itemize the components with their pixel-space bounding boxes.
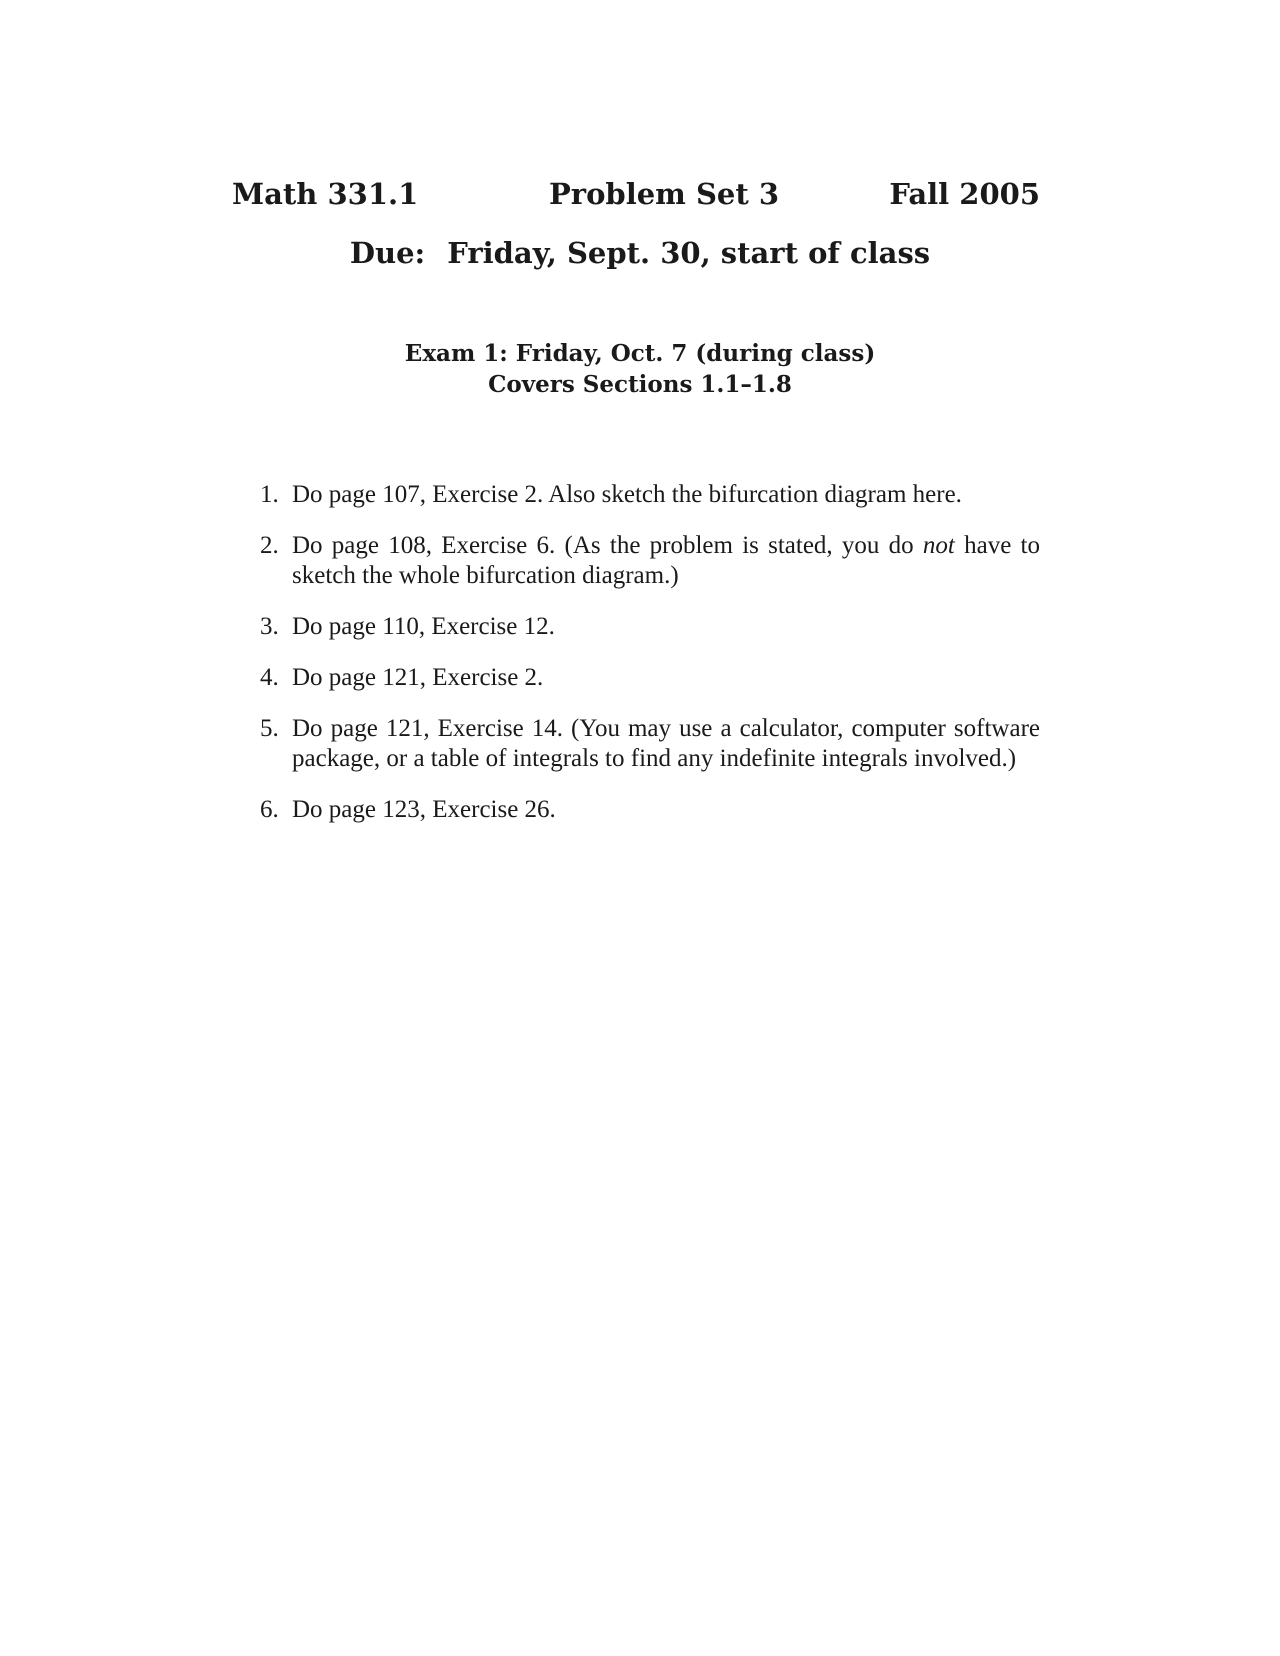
problem-text (292, 531, 1040, 591)
problem-item (260, 612, 1040, 642)
header-row (232, 174, 1040, 214)
exam-coverage: Covers Sections 1.1–1.8 (488, 371, 792, 398)
problem-item (260, 663, 1040, 693)
problem-text-emphasis: not (922, 532, 955, 559)
problem-text: Do page 121, Exercise 14. (You may use a calculator, computer software package, or a table of integrals to find any indefinite integrals involved.) (292, 715, 1040, 772)
problem-item (260, 714, 1040, 774)
problem-text: Do page 107, Exercise 2. Also sketch the bifurcation diagram here. (292, 481, 962, 508)
problem-number: 3. (260, 613, 279, 640)
problem-text: Do page 121, Exercise 2. (292, 664, 544, 691)
problem-list (260, 480, 1040, 846)
problem-number: 2. (260, 532, 279, 559)
problem-text: Do page 110, Exercise 12. (292, 613, 555, 640)
problem-item (260, 795, 1040, 825)
problem-text-part: have to sketch the whole bifurcation diagram.) (292, 532, 1040, 589)
exam-notice (0, 338, 1280, 400)
document-title: Problem Set 3 (549, 177, 780, 211)
problem-number: 5. (260, 715, 279, 742)
due-label: Due: (349, 236, 426, 270)
problem-number: 1. (260, 481, 279, 508)
problem-text: Do page 123, Exercise 26. (292, 796, 556, 823)
problem-number: 6. (260, 796, 279, 823)
due-date: Friday, Sept. 30, start of class (447, 236, 931, 270)
term: Fall 2005 (889, 177, 1040, 211)
problem-text-part: Do page 108, Exercise 6. (As the problem is stated, you do (292, 532, 923, 559)
due-date-line (0, 233, 1280, 273)
exam-date: Exam 1: Friday, Oct. 7 (during class) (404, 340, 876, 367)
course-number: Math 331.1 (232, 177, 419, 211)
problem-item (260, 480, 1040, 510)
problem-item (260, 531, 1040, 591)
problem-number: 4. (260, 664, 279, 691)
